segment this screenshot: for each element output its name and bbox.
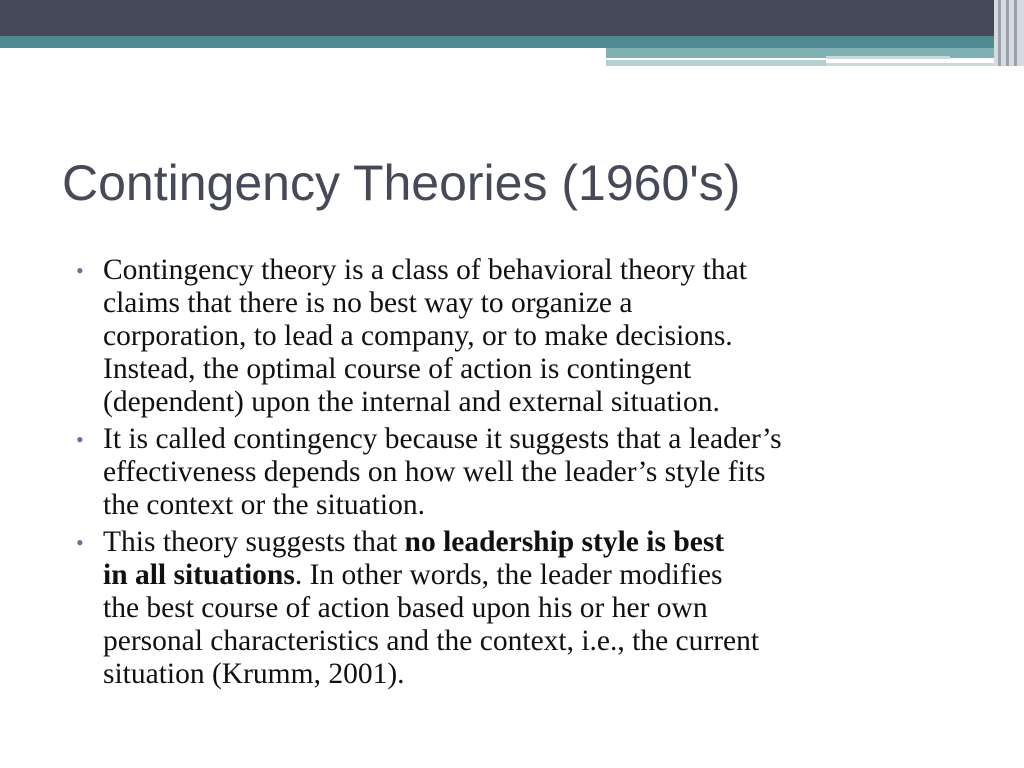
bullet-line: corporation, to lead a company, or to make decisions. [103, 320, 733, 352]
header-band-dark [0, 0, 994, 36]
bullet-line: the best course of action based upon his or her own [103, 592, 708, 624]
header-accent-line [826, 56, 950, 59]
bullet-text: . In other words, the leader modifies [294, 559, 723, 591]
bullet-line: personal characteristics and the context, i.e., the current [103, 625, 760, 657]
bullet-line: (dependent) upon the internal and external situation. [103, 386, 720, 418]
bullet-line: the context or the situation. [103, 489, 425, 521]
bullet-item [76, 423, 976, 522]
bullet-text: This theory suggests that [103, 526, 405, 558]
header-band-teal [0, 36, 994, 48]
bullet-line: claims that there is no best way to organize a [103, 287, 633, 319]
bullet-icon: • [76, 530, 84, 555]
bullet-line: situation (Krumm, 2001). [103, 658, 405, 690]
bullet-emphasis: in all situations [103, 559, 295, 591]
bullet-line: Contingency theory is a class of behavioral theory that [103, 254, 747, 286]
bullet-list [76, 254, 976, 695]
bullet-icon: • [76, 427, 84, 452]
corner-decoration [994, 0, 1024, 66]
bullet-item [76, 526, 976, 691]
bullet-item [76, 254, 976, 419]
bullet-emphasis: no leadership style is best [404, 526, 725, 558]
bullet-line: effectiveness depends on how well the leader’s style fits [103, 456, 766, 488]
bullet-icon: • [76, 258, 84, 283]
header-accent-line [826, 63, 994, 66]
bullet-line: It is called contingency because it suggests that a leader’s [103, 423, 782, 455]
slide-title: Contingency Theories (1960's) [62, 155, 741, 211]
bullet-line [103, 526, 976, 559]
bullet-line [103, 559, 976, 592]
header-accent-line [606, 60, 826, 66]
bullet-line: Instead, the optimal course of action is contingent [103, 353, 692, 385]
